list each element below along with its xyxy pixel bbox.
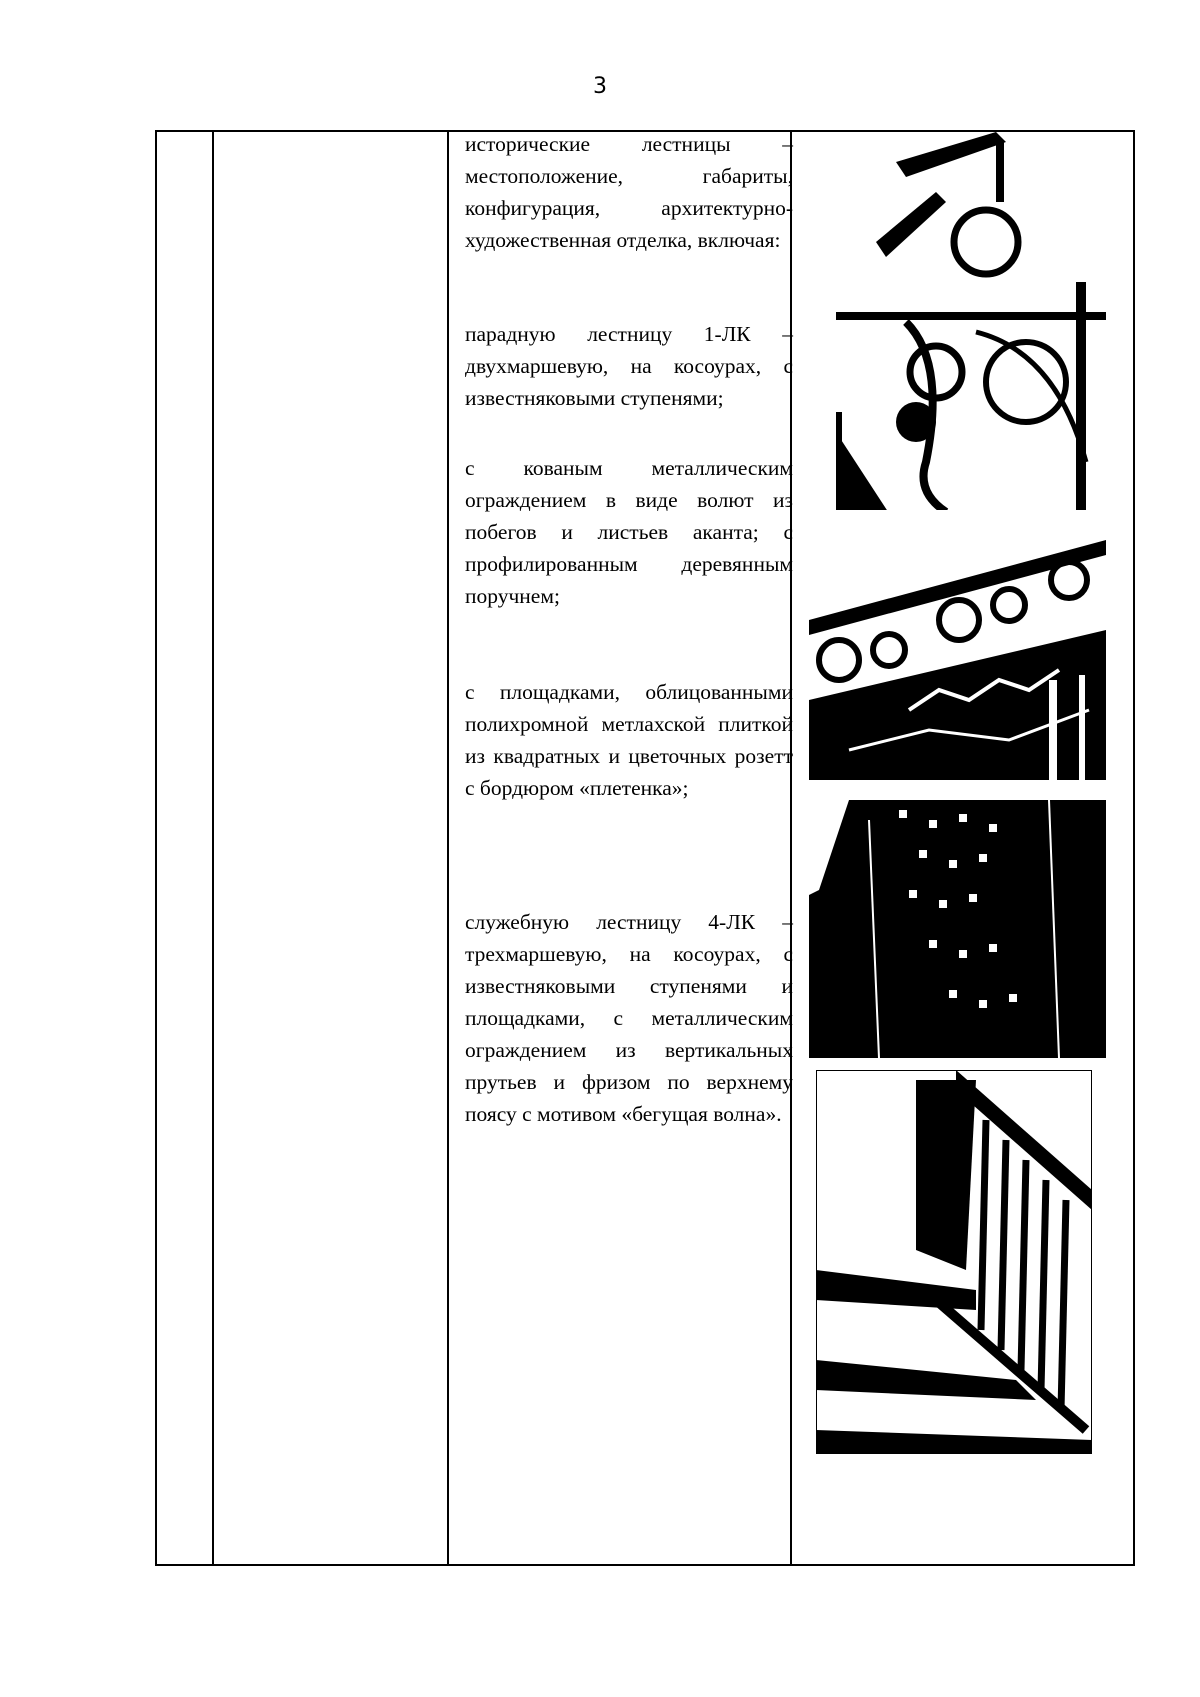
paragraph-service-staircase: служебную лестницу 4-ЛК – трехмаршевую, на косоурах, с известняковыми ступенями и площадками, с металлическим ограждением из вертикальных прутьев и фризом по верхнему поясу с мотивом «бегущая волна». [465,910,793,1126]
paragraph-tiled-landings: с площадками, облицованными полихромной метлахской плиткой из квадратных и цветочных розетт с бордюром «плетенка»; [465,680,793,800]
photo-service-staircase [816,1070,1092,1454]
paragraph-forged-railing: с кованым металлическим ограждением в виде волют из побегов и листьев аканта; с профилированным деревянным поручнем; [465,456,793,608]
paragraph-main-staircase: парадную лестницу 1-ЛК – двухмаршевую, на косоурах, с известняковыми ступенями; [465,322,793,410]
column-divider-1 [212,132,214,1564]
photo-tiled-landing [809,800,1106,1058]
page-number: 3 [593,74,607,99]
paragraph-historic-stairs: исторические лестницы – местоположение, габариты, конфигурация, архитектурно-художественная отделка, включая: [465,132,793,252]
monument-table [155,130,1135,1566]
photo-acanthus-railing [809,510,1106,780]
photo-main-staircase [816,132,1106,524]
column-divider-2 [447,132,449,1564]
